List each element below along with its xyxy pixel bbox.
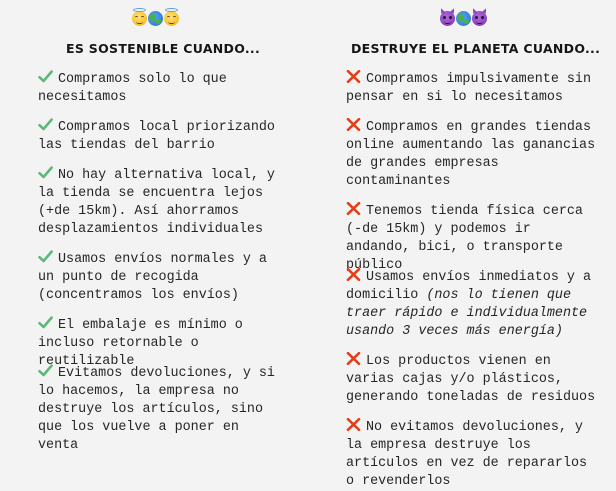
devil-face-icon — [440, 11, 455, 26]
list-item — [346, 118, 598, 191]
cross-mark-icon — [346, 118, 361, 131]
list-item — [38, 118, 286, 155]
list-item — [38, 316, 286, 371]
check-mark-icon — [38, 316, 53, 329]
list-item-text: No evitamos devoluciones, y la empresa destruye los artículos en vez de repararlos o revenderlos — [346, 420, 588, 489]
cross-mark-icon — [346, 352, 361, 365]
left-emoji-row — [132, 11, 179, 29]
list-item-text: Evitamos devoluciones, y si lo hacemos, la empresa no destruye los artículos, sino que los vuelve a poner en venta — [38, 366, 275, 453]
list-item-note: (nos lo tienen que traer rápido e individualmente usando 3 veces más energía) — [346, 288, 588, 339]
cross-mark-icon — [346, 70, 361, 83]
list-item-text: El embalaje es mínimo o incluso retornable o reutilizable — [38, 318, 243, 369]
check-mark-icon — [38, 166, 53, 179]
list-item — [38, 364, 286, 455]
list-item — [38, 250, 286, 305]
list-item — [346, 70, 598, 107]
check-mark-icon — [38, 70, 53, 83]
right-emoji-row — [440, 11, 487, 29]
list-item — [346, 268, 598, 341]
check-mark-icon — [38, 118, 53, 131]
check-mark-icon — [38, 364, 53, 377]
list-item — [346, 418, 598, 491]
sustainable-heading: ES SOSTENIBLE CUANDO... — [66, 41, 261, 56]
list-item-text: No hay alternativa local, y la tienda se encuentra lejos (+de 15km). Así ahorramos desplazamientos individuales — [38, 168, 275, 237]
angel-face-icon — [132, 11, 147, 26]
angel-face-icon — [164, 11, 179, 26]
list-item-text: Tenemos tienda física cerca (-de 15km) y podemos ir andando, bici, o transporte público — [346, 204, 583, 273]
cross-mark-icon — [346, 418, 361, 431]
globe-icon — [148, 11, 163, 26]
globe-icon — [456, 11, 471, 26]
list-item — [38, 70, 286, 107]
list-item — [38, 166, 286, 239]
list-item-text: Usamos envíos inmediatos y a domicilio — [346, 270, 591, 303]
check-mark-icon — [38, 250, 53, 263]
list-item — [346, 352, 598, 407]
destructive-heading: DESTRUYE EL PLANETA CUANDO... — [351, 41, 601, 56]
list-item-text: Usamos envíos normales y a un punto de recogida (concentramos los envíos) — [38, 252, 267, 303]
list-item — [346, 202, 598, 275]
list-item-text: Compramos en grandes tiendas online aumentando las ganancias de grandes empresas contaminantes — [346, 120, 596, 189]
list-item-text: Compramos impulsivamente sin pensar en si lo necesitamos — [346, 72, 591, 105]
devil-face-icon — [472, 11, 487, 26]
list-item-text: Compramos local priorizando las tiendas del barrio — [38, 120, 275, 153]
list-item-text: Compramos solo lo que necesitamos — [38, 72, 227, 105]
list-item-text: Los productos vienen en varias cajas y/o plásticos, generando toneladas de residuos — [346, 354, 596, 405]
cross-mark-icon — [346, 202, 361, 215]
cross-mark-icon — [346, 268, 361, 281]
